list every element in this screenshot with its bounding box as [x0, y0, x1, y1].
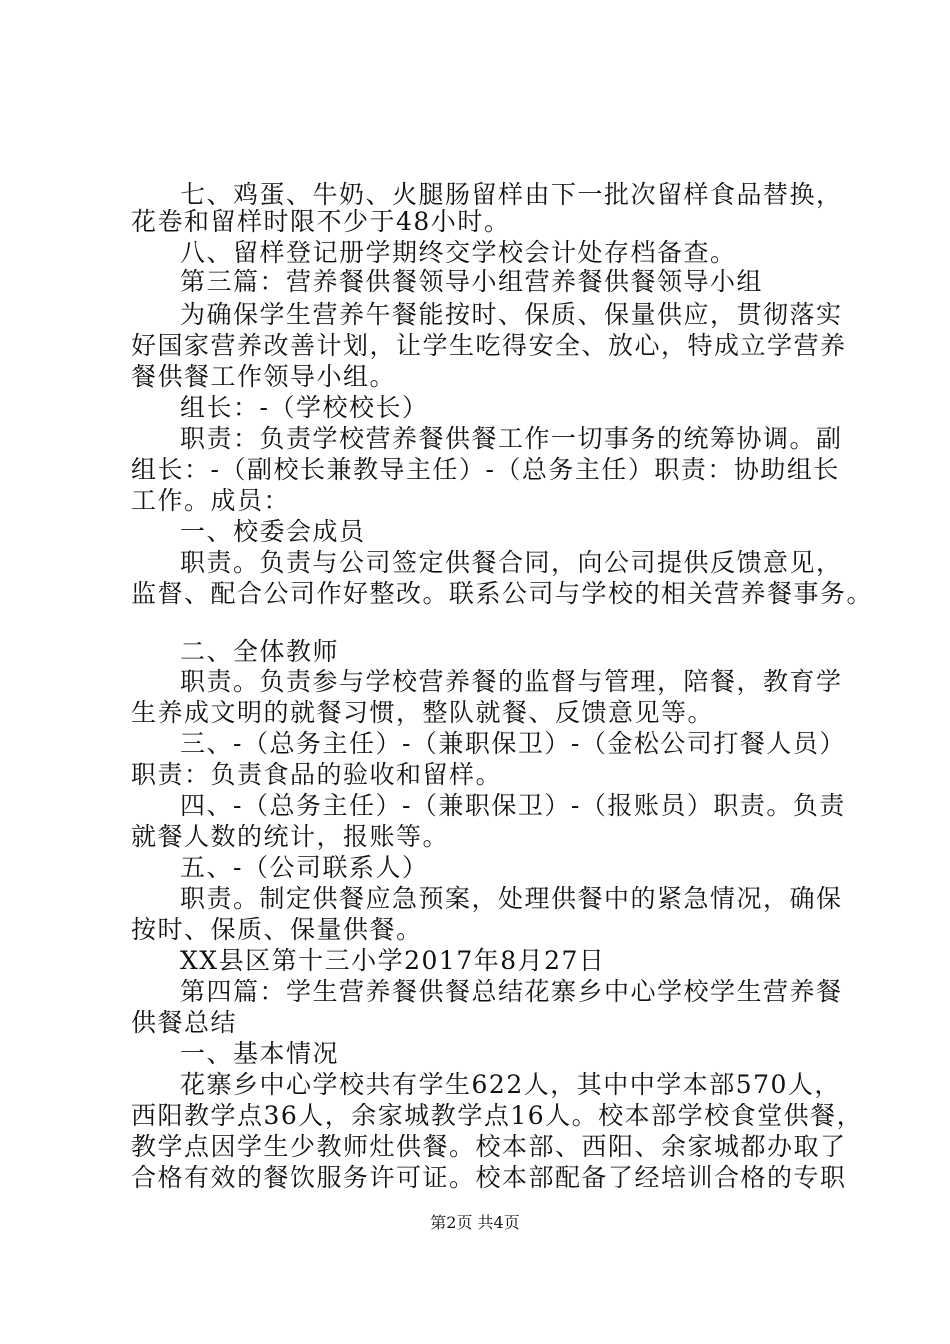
section-heading: 供餐总结	[131, 1008, 238, 1037]
paragraph-line: 按时、保质、保量供餐。	[131, 915, 423, 944]
paragraph-line: 教学点因学生少教师灶供餐。校本部、西阳、余家城都办取了	[131, 1132, 847, 1161]
paragraph-line: 花卷和留样时限不少于48小时。	[131, 207, 511, 236]
paragraph-line: 职责：负责食品的验收和留样。	[131, 760, 503, 789]
paragraph-line: 为确保学生营养午餐能按时、保质、保量供应，贯彻落实	[180, 300, 843, 329]
paragraph-line: 就餐人数的统计，报账等。	[131, 822, 450, 851]
paragraph-line: 四、-（总务主任）-（兼职保卫）-（报账员）职责。负责	[180, 791, 846, 820]
paragraph-line: 西阳教学点36人，余家城教学点16人。校本部学校食堂供餐，	[131, 1101, 864, 1130]
paragraph-line: 二、全体教师	[180, 637, 340, 666]
paragraph-line: 职责：负责学校营养餐供餐工作一切事务的统筹协调。副	[180, 424, 843, 453]
paragraph-line: 职责。负责参与学校营养餐的监督与管理，陪餐，教育学	[180, 667, 843, 696]
paragraph-line: 生养成文明的就餐习惯，整队就餐、反馈意见等。	[131, 698, 715, 727]
paragraph-line: 餐供餐工作领导小组。	[131, 362, 397, 391]
paragraph-line: 合格有效的餐饮服务许可证。校本部配备了经培训合格的专职	[131, 1163, 847, 1192]
paragraph-line: 职责。负责与公司签定供餐合同，向公司提供反馈意见，	[180, 548, 843, 577]
paragraph-line: 组长：-（副校长兼教导主任）-（总务主任）职责：协助组长	[131, 455, 840, 484]
section-heading: 第四篇：学生营养餐供餐总结花寨乡中心学校学生营养餐	[180, 977, 843, 1006]
paragraph-line: 一、校委会成员	[180, 517, 366, 546]
paragraph-line: 一、基本情况	[180, 1039, 340, 1068]
paragraph-line: 五、-（公司联系人）	[180, 853, 429, 882]
paragraph-line: 花寨乡中心学校共有学生622人，其中中学本部570人，	[180, 1070, 841, 1099]
paragraph-line: 八、留样登记册学期终交学校会计处存档备查。	[180, 238, 737, 267]
page-number-footer: 第2页 共4页	[430, 1213, 520, 1232]
paragraph-line: 七、鸡蛋、牛奶、火腿肠留样由下一批次留样食品替换，	[180, 180, 843, 209]
paragraph-line: 工作。成员：	[131, 486, 291, 515]
paragraph-line: 三、-（总务主任）-（兼职保卫）-（金松公司打餐人员）	[180, 729, 846, 758]
paragraph-line: 组长：-（学校校长）	[180, 393, 429, 422]
signature-date: XX县区第十三小学2017年8月27日	[180, 946, 606, 975]
section-heading: 第三篇：营养餐供餐领导小组营养餐供餐领导小组	[180, 267, 764, 296]
paragraph-line: 监督、配合公司作好整改。联系公司与学校的相关营养餐事务。	[131, 579, 874, 608]
paragraph-line: 职责。制定供餐应急预案，处理供餐中的紧急情况，确保	[180, 884, 843, 913]
paragraph-line: 好国家营养改善计划，让学生吃得安全、放心，特成立学营养	[131, 331, 847, 360]
